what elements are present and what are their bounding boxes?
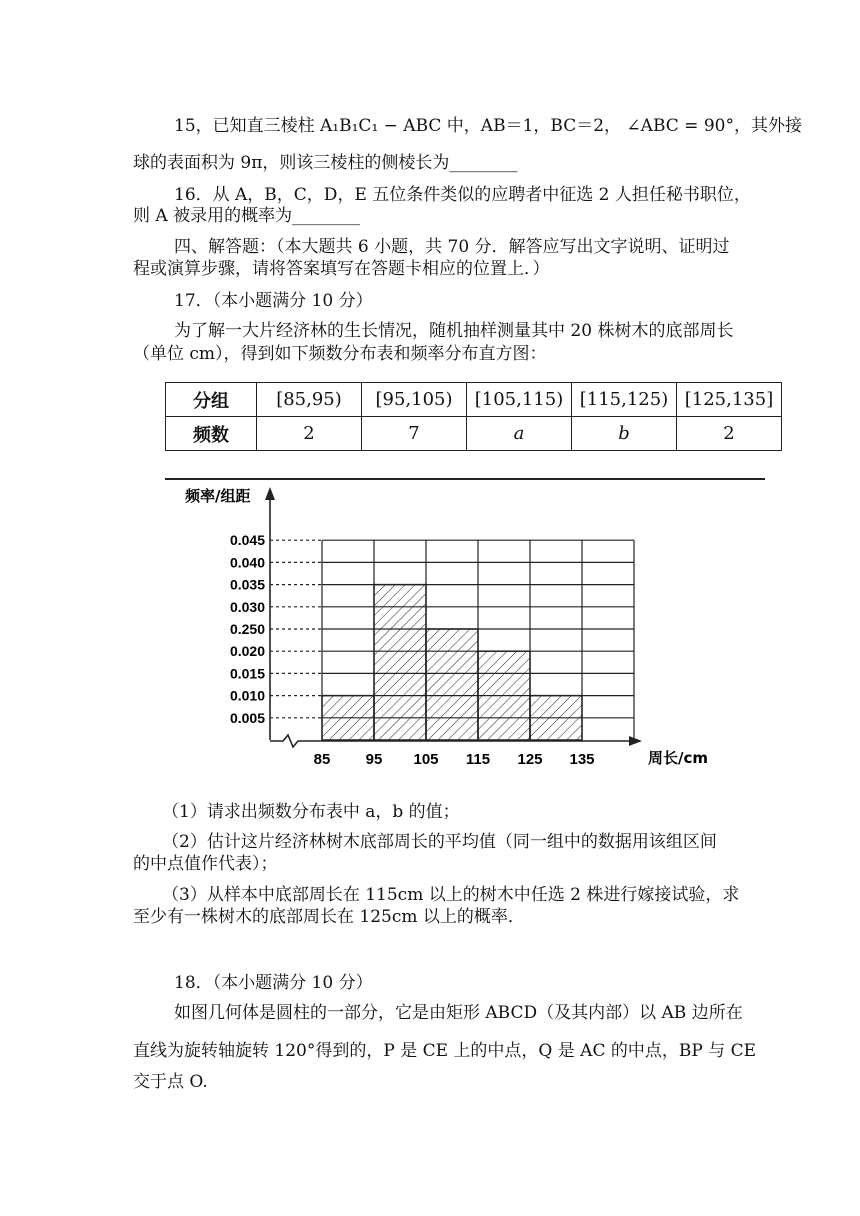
q18-line3: 交于点 O. [133, 1072, 208, 1092]
histogram-bar [426, 629, 478, 740]
x-tick-label: 115 [465, 751, 491, 768]
q15-line2: 球的表面积为 9π，则该三棱柱的侧棱长为________ [133, 153, 518, 173]
q17-intro2: （单位 cm），得到如下频数分布表和频率分布直方图： [133, 344, 547, 364]
table-cell-group-5: [125,135] [677, 383, 782, 417]
table-cell-group-2: [95,105) [362, 383, 467, 417]
q18-title: 18．（本小题满分 10 分） [174, 973, 373, 993]
table-cell-group-3: [105,115) [467, 383, 572, 417]
table-cell-group-1: [85,95) [257, 383, 362, 417]
q16-line1: 16．从 A，B，C，D，E 五位条件类似的应聘者中征选 2 人担任秘书职位， [174, 185, 751, 205]
frequency-table [165, 382, 782, 451]
q16-line2: 则 A 被录用的概率为________ [133, 206, 361, 226]
y-tick-label: 0.015 [229, 665, 265, 682]
table-row-label-group: 分组 [166, 383, 257, 417]
table-cell-count-3: a [467, 417, 572, 451]
table-cell-count-2: 7 [362, 417, 467, 451]
x-tick-label: 125 [517, 751, 543, 768]
x-axis-arrow [629, 736, 642, 746]
q17-sub3a: （3）从样本中底部周长在 115cm 以上的树木中任选 2 株进行嫁接试验，求 [162, 885, 740, 905]
table-cell-count-1: 2 [257, 417, 362, 451]
x-tick-label: 135 [569, 751, 595, 768]
x-tick-label: 105 [413, 751, 439, 768]
x-axis-title: 周长/cm [648, 749, 709, 767]
histogram-bar [530, 696, 582, 740]
q18-line1: 如图几何体是圆柱的一部分，它是由矩形 ABCD（及其内部）以 AB 边所在 [174, 1003, 743, 1023]
y-tick-label: 0.035 [229, 576, 265, 593]
q17-title: 17．（本小题满分 10 分） [174, 291, 373, 311]
table-rule [165, 478, 765, 480]
q17-sub3b: 至少有一株树木的底部周长在 125cm 以上的概率． [133, 907, 525, 927]
q15-line1: 15，已知直三棱柱 A₁B₁C₁ − ABC 中，AB＝1，BC＝2， ∠ABC = 90°，其外接 [174, 116, 802, 136]
y-tick-label: 0.045 [229, 532, 265, 549]
frequency-histogram [160, 483, 750, 783]
y-axis-arrow [265, 487, 275, 500]
section4-line2: 程或演算步骤，请将答案填写在答题卡相应的位置上．） [133, 259, 550, 279]
table-cell-count-5: 2 [677, 417, 782, 451]
y-tick-label: 0.020 [229, 643, 265, 660]
section4-line1: 四、解答题：（本大题共 6 小题，共 70 分．解答应写出文字说明、证明过 [174, 237, 730, 257]
y-tick-label: 0.030 [229, 598, 265, 615]
histogram-bar [478, 651, 530, 740]
histogram-bar [374, 585, 426, 740]
y-tick-label: 0.250 [229, 621, 265, 637]
table-row-label-count: 频数 [166, 417, 257, 451]
q18-line2: 直线为旋转轴旋转 120°得到的，P 是 CE 上的中点，Q 是 AC 的中点，BP 与 CE [133, 1041, 757, 1061]
y-tick-label: 0.010 [229, 687, 265, 704]
y-axis-title: 频率/组距 [185, 487, 251, 505]
table-cell-count-4: b [572, 417, 677, 451]
table-cell-group-4: [115,125) [572, 383, 677, 417]
y-tick-label: 0.040 [229, 554, 265, 571]
x-tick-label: 95 [365, 751, 383, 768]
q17-sub1: （1）请求出频数分布表中 a，b 的值； [162, 802, 460, 822]
q17-sub2a: （2）估计这片经济林树木底部周长的平均值（同一组中的数据用该组区间 [162, 832, 717, 852]
y-tick-label: 0.005 [229, 709, 265, 726]
x-tick-label: 85 [313, 751, 331, 768]
q17-intro1: 为了解一大片经济林的生长情况，随机抽样测量其中 20 株树木的底部周长 [174, 321, 734, 341]
q17-sub2b: 的中点值作代表）； [133, 854, 278, 874]
histogram-bar [322, 696, 374, 740]
